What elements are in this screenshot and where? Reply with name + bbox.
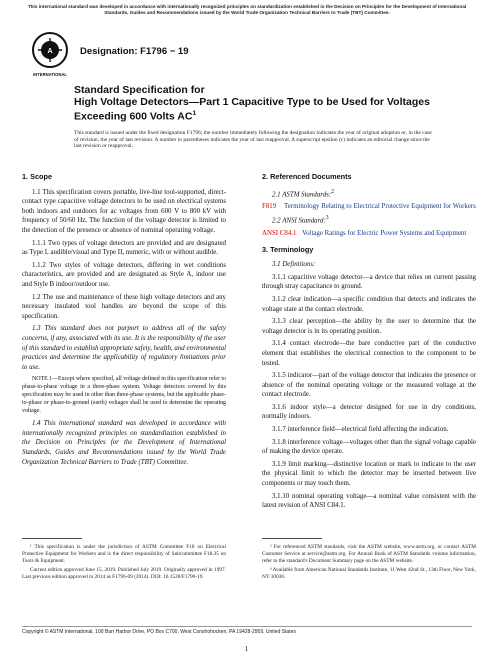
right-column — [262, 172, 476, 514]
terminology-heading: 3. Terminology — [262, 244, 314, 254]
title-footnote-marker: 1 — [192, 110, 197, 118]
logo-text: INTERNATIONAL — [33, 72, 67, 77]
section-3-1-2: 3.1.2 clear indication—a specific condition that detects and indicates the voltage state at the contact electrode. — [262, 295, 476, 313]
designation: Designation: F1796 − 19 — [80, 46, 189, 57]
section-3-1-8: 3.1.8 interference voltage—voltages other than the signal voltage capable of making the device operate. — [262, 438, 476, 456]
footer-divider — [22, 626, 472, 627]
reference-code[interactable]: ANSI C84.1 — [262, 229, 297, 237]
astm-logo-icon — [30, 30, 70, 80]
reference-ansi-c84-1[interactable] — [262, 229, 476, 239]
left-column — [22, 172, 226, 470]
section-3-1-7: 3.1.7 interference field—electrical field affecting the indication. — [272, 426, 449, 434]
footnote-1-edition: Current edition approved June 15, 2019. Published July 2019. Originally approved in 1997. Last previous edition approved in 2014 as F1796-09 (2014). DOI: 10.1520/F1796-19. — [22, 567, 226, 580]
footnote-divider — [262, 538, 322, 539]
section-1-1: 1.1 This specification covers portable, live-line tool-supported, direct-contact type capacitive voltage detectors to be used on electrical systems both indoors and outdoors for ac voltages from 600 V to 800 kV with frequency of 50/60 Hz. The function of the voltage detector is limited to the detection of the presence or absence of nominal operating voltage. — [22, 188, 226, 234]
footnote-2: ² For referenced ASTM standards, visit the ASTM website, www.astm.org, or contact ASTM Customer Service at service@astm.org. For Annual Book of ASTM Standards volume information, refer to the standard's Document Summary page on the ASTM website. — [262, 544, 476, 564]
title-line-1: Standard Specification for — [74, 84, 205, 96]
top-notice: This international standard was developed in accordance with internationally recognized principles on standardization established in the Decision on Principles for the Development of International Standards, Guides and Recommendations issued by the World Trade Organization Technical Barriers to Trade (TBT) Committee. — [27, 4, 467, 15]
footnotes-left — [22, 544, 226, 583]
section-3-1: 3.1 Definitions: — [272, 261, 316, 269]
section-1-1-1: 1.1.1 Two types of voltage detectors are provided and are designated as Type I, audible/visual and Type II, numeric, with or without audible. — [22, 239, 226, 257]
section-1-3: 1.3 This standard does not purport to address all of the safety concerns, if any, associated with its use. It is the responsibility of the user of this standard to establish appropriate safety, health, and environmental practices and determine the applicability of regulatory limitations prior to use. — [22, 325, 226, 371]
title-line-2: High Voltage Detectors—Part 1 Capacitive Type to be Used for Voltages Exceeding 600 Volts AC — [74, 96, 430, 123]
note-1: NOTE 1—Except where specified, all voltage defined in this specification refer to phase-to-phase voltage in a three-phase system. Voltage detectors covered by this specification may be used in other than three-phase systems, but the applicable phase-to-phase or phase-to-ground (earth) voltages shall be used to determine the operating voltage. — [22, 376, 226, 415]
scope-heading: 1. Scope — [22, 172, 53, 181]
reference-code[interactable]: F819 — [262, 203, 277, 211]
section-3-1-6: 3.1.6 indoor style—a detector designed for use in dry conditions, normally indoors. — [262, 403, 476, 421]
section-3-1-10: 3.1.10 nominal operating voltage—a nominal value consistent with the latest revision of ANSI C84.1. — [262, 492, 476, 510]
footnote-marker-2: 2 — [331, 188, 335, 195]
reference-f819[interactable] — [262, 202, 476, 212]
footnote-3: ³ Available from American National Standards Institute, 11 West 42nd St., 13th Floor, New York, NY 10036. — [262, 567, 476, 580]
section-2-2: 2.2 ANSI Standard: — [272, 217, 326, 225]
copyright-footer: Copyright © ASTM International, 100 Barr Harbor Drive, PO Box C700, West Conshohocken, PA 19428-2959. United States — [22, 629, 296, 635]
footnote-divider — [22, 538, 82, 539]
issued-note: This standard is issued under the fixed designation F1796; the number immediately following the designation indicates the year of original adoption or, in the case of revision, the year of last revision. A number in parentheses indicates the year of last reapproval. A superscript epsilon (ε) indicates an editorial change since the last revision or reapproval. — [74, 130, 432, 149]
footnote-marker-3: 3 — [325, 215, 329, 222]
footnote-1: ¹ This specification is under the jurisdiction of ASTM Committee F18 on Electrical Protective Equipment for Workers and is the direct responsibility of Subcommittee F18.35 on Tools & Equipment. — [22, 544, 226, 564]
section-3-1-1: 3.1.1 capacitive voltage detector—a device that relies on current passing through stray capacitance to ground. — [262, 273, 476, 291]
reference-title[interactable]: Voltage Ratings for Electric Power Systems and Equipment — [302, 229, 467, 237]
section-1-1-2: 1.1.2 Two styles of voltage detectors, differing in wet conditions characteristics, are provided and are designated as Style A, indoor use and Style B indoor/outdoor use. — [22, 261, 226, 288]
document-title — [74, 84, 434, 123]
reference-title[interactable]: Terminology Relating to Electrical Protective Equipment for Workers — [284, 203, 476, 211]
section-2-1: 2.1 ASTM Standards: — [272, 190, 332, 198]
section-1-4: 1.4 This international standard was developed in accordance with internationally recognized principles on standardization established in the Decision on Principles for the Development of International Standards, Guides and Recommendations issued by the World Trade Organization Technical Barriers to Trade (TBT) Committee. — [22, 420, 226, 466]
section-1-2: 1.2 The use and maintenance of these high voltage detectors and any necessary insulated tool handles are beyond the scope of this specification. — [22, 293, 226, 320]
section-3-1-4: 3.1.4 contact electrode—the bare conductive part of the conductive element that establishes the electrical connection to the component to be tested. — [262, 340, 476, 367]
references-heading: 2. Referenced Documents — [262, 172, 352, 181]
section-3-1-5: 3.1.5 indicator—part of the voltage detector that indicates the presence or absence of the nominal operating voltage or the measured voltage at the contact electrode. — [262, 372, 476, 399]
section-3-1-9: 3.1.9 limit marking—distinctive location or mark to indicate to the user the physical limit to which the detector may be inserted between live components or may touch them. — [262, 460, 476, 488]
section-3-1-3: 3.1.3 clear perception—the ability by the user to determine that the voltage detector is in its operating position. — [262, 318, 476, 335]
footnotes-right — [262, 544, 476, 583]
page-number: 1 — [244, 645, 249, 653]
svg-text:A: A — [47, 48, 53, 55]
